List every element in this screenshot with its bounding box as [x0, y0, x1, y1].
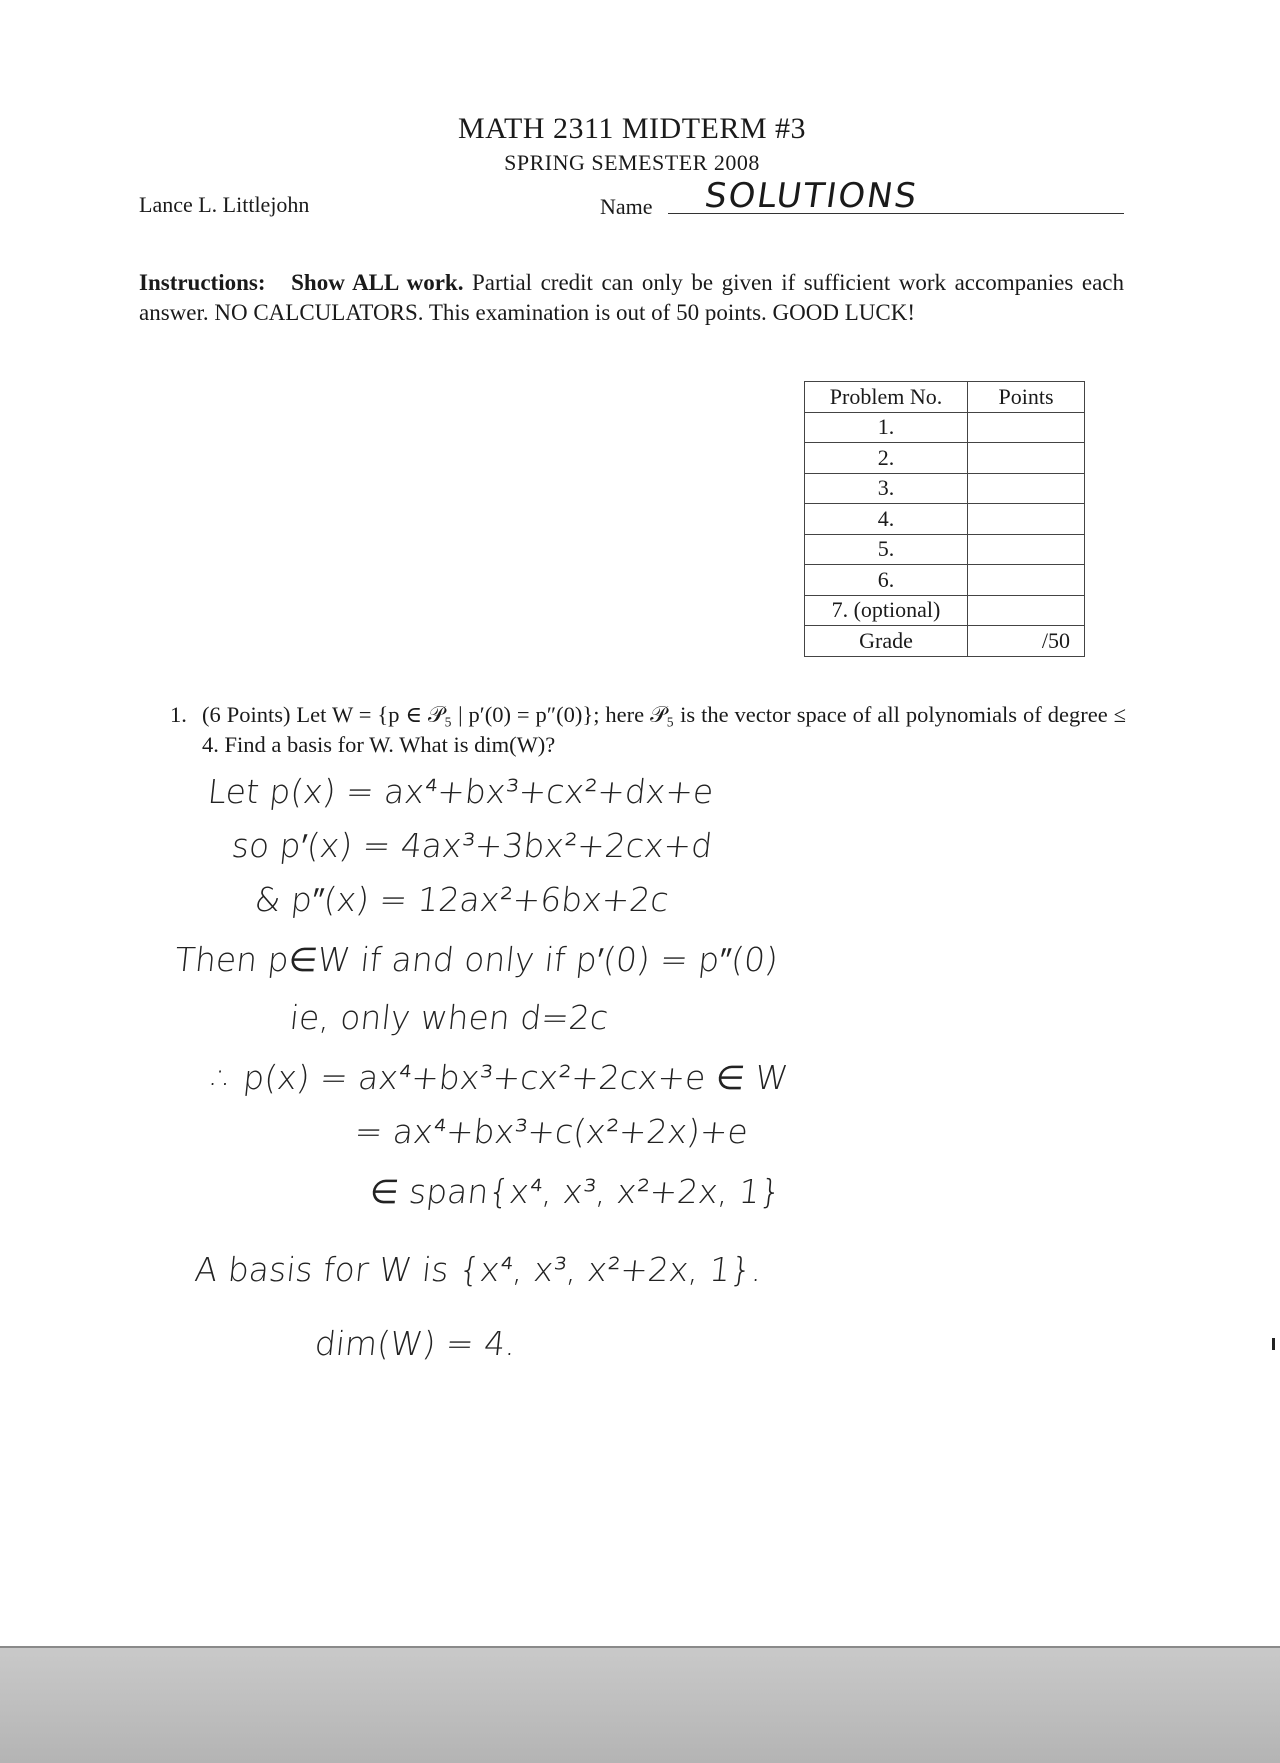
solution-line-2: so p′(x) = 4ax³+3bx²+2cx+d — [229, 826, 715, 865]
instructions-block — [139, 268, 1124, 328]
points-cell — [968, 595, 1085, 626]
problem-cell: 3. — [805, 473, 968, 504]
solution-line-6: ∴ p(x) = ax⁴+bx³+cx²+2cx+e ∈ W — [209, 1058, 790, 1097]
scanner-background — [0, 1648, 1280, 1763]
points-cell — [968, 565, 1085, 596]
grade-table — [804, 381, 1085, 657]
points-cell — [968, 473, 1085, 504]
table-row — [805, 565, 1085, 596]
problem-1 — [170, 700, 1126, 760]
problem-cell: 6. — [805, 565, 968, 596]
solution-line-4: Then p∈W if and only if p′(0) = p″(0) — [172, 940, 780, 979]
points-cell — [968, 504, 1085, 535]
problem-cell: 1. — [805, 412, 968, 443]
solution-line-7: = ax⁴+bx³+c(x²+2x)+e — [352, 1112, 750, 1151]
grade-total-row — [805, 626, 1085, 657]
problem-cell: 7. (optional) — [805, 595, 968, 626]
table-row — [805, 504, 1085, 535]
instructions-text: Partial credit can only be given if sufficient work accompanies each answer. NO CALCULATORS. This examination is out of 50 points. GOOD LUCK! — [139, 270, 1124, 325]
problem-text: (6 Points) Let W = {p ∈ 𝒫₅ | p′(0) = p″(0)}; here 𝒫₅ is the vector space of all polynomials of degree ≤ 4. Find a basis for W. What is dim(W)? — [202, 702, 1126, 757]
problem-cell: 4. — [805, 504, 968, 535]
grade-table-header — [805, 382, 1085, 413]
name-field-value: SOLUTIONS — [702, 176, 921, 216]
scan-mark — [1272, 1338, 1275, 1350]
table-row — [805, 473, 1085, 504]
table-row — [805, 412, 1085, 443]
solution-line-3: & p″(x) = 12ax²+6bx+2c — [252, 880, 671, 919]
table-row — [805, 443, 1085, 474]
points-cell — [968, 534, 1085, 565]
exam-title: MATH 2311 MIDTERM #3 — [457, 112, 807, 145]
solution-line-10: dim(W) = 4. — [312, 1324, 518, 1363]
points-cell — [968, 412, 1085, 443]
points-cell — [968, 443, 1085, 474]
solution-line-9: A basis for W is {x⁴, x³, x²+2x, 1}. — [192, 1250, 765, 1289]
instructions-emphasis: Show ALL work. — [291, 270, 464, 295]
table-row — [805, 595, 1085, 626]
solution-line-5: ie, only when d=2c — [287, 998, 611, 1037]
header-problem-no: Problem No. — [805, 382, 968, 413]
solution-line-8: ∈ span{x⁴, x³, x²+2x, 1} — [367, 1172, 783, 1211]
header-points: Points — [968, 382, 1085, 413]
problem-number: 1. — [170, 702, 187, 727]
table-row — [805, 534, 1085, 565]
instructions-label: Instructions: — [139, 270, 266, 295]
solution-line-1: Let p(x) = ax⁴+bx³+cx²+dx+e — [205, 772, 716, 811]
name-label: Name — [600, 194, 653, 219]
grade-label: Grade — [805, 626, 968, 657]
problem-cell: 2. — [805, 443, 968, 474]
grade-total: /50 — [968, 626, 1085, 657]
author-name: Lance L. Littlejohn — [139, 192, 310, 217]
problem-cell: 5. — [805, 534, 968, 565]
exam-subtitle: SPRING SEMESTER 2008 — [504, 150, 760, 175]
